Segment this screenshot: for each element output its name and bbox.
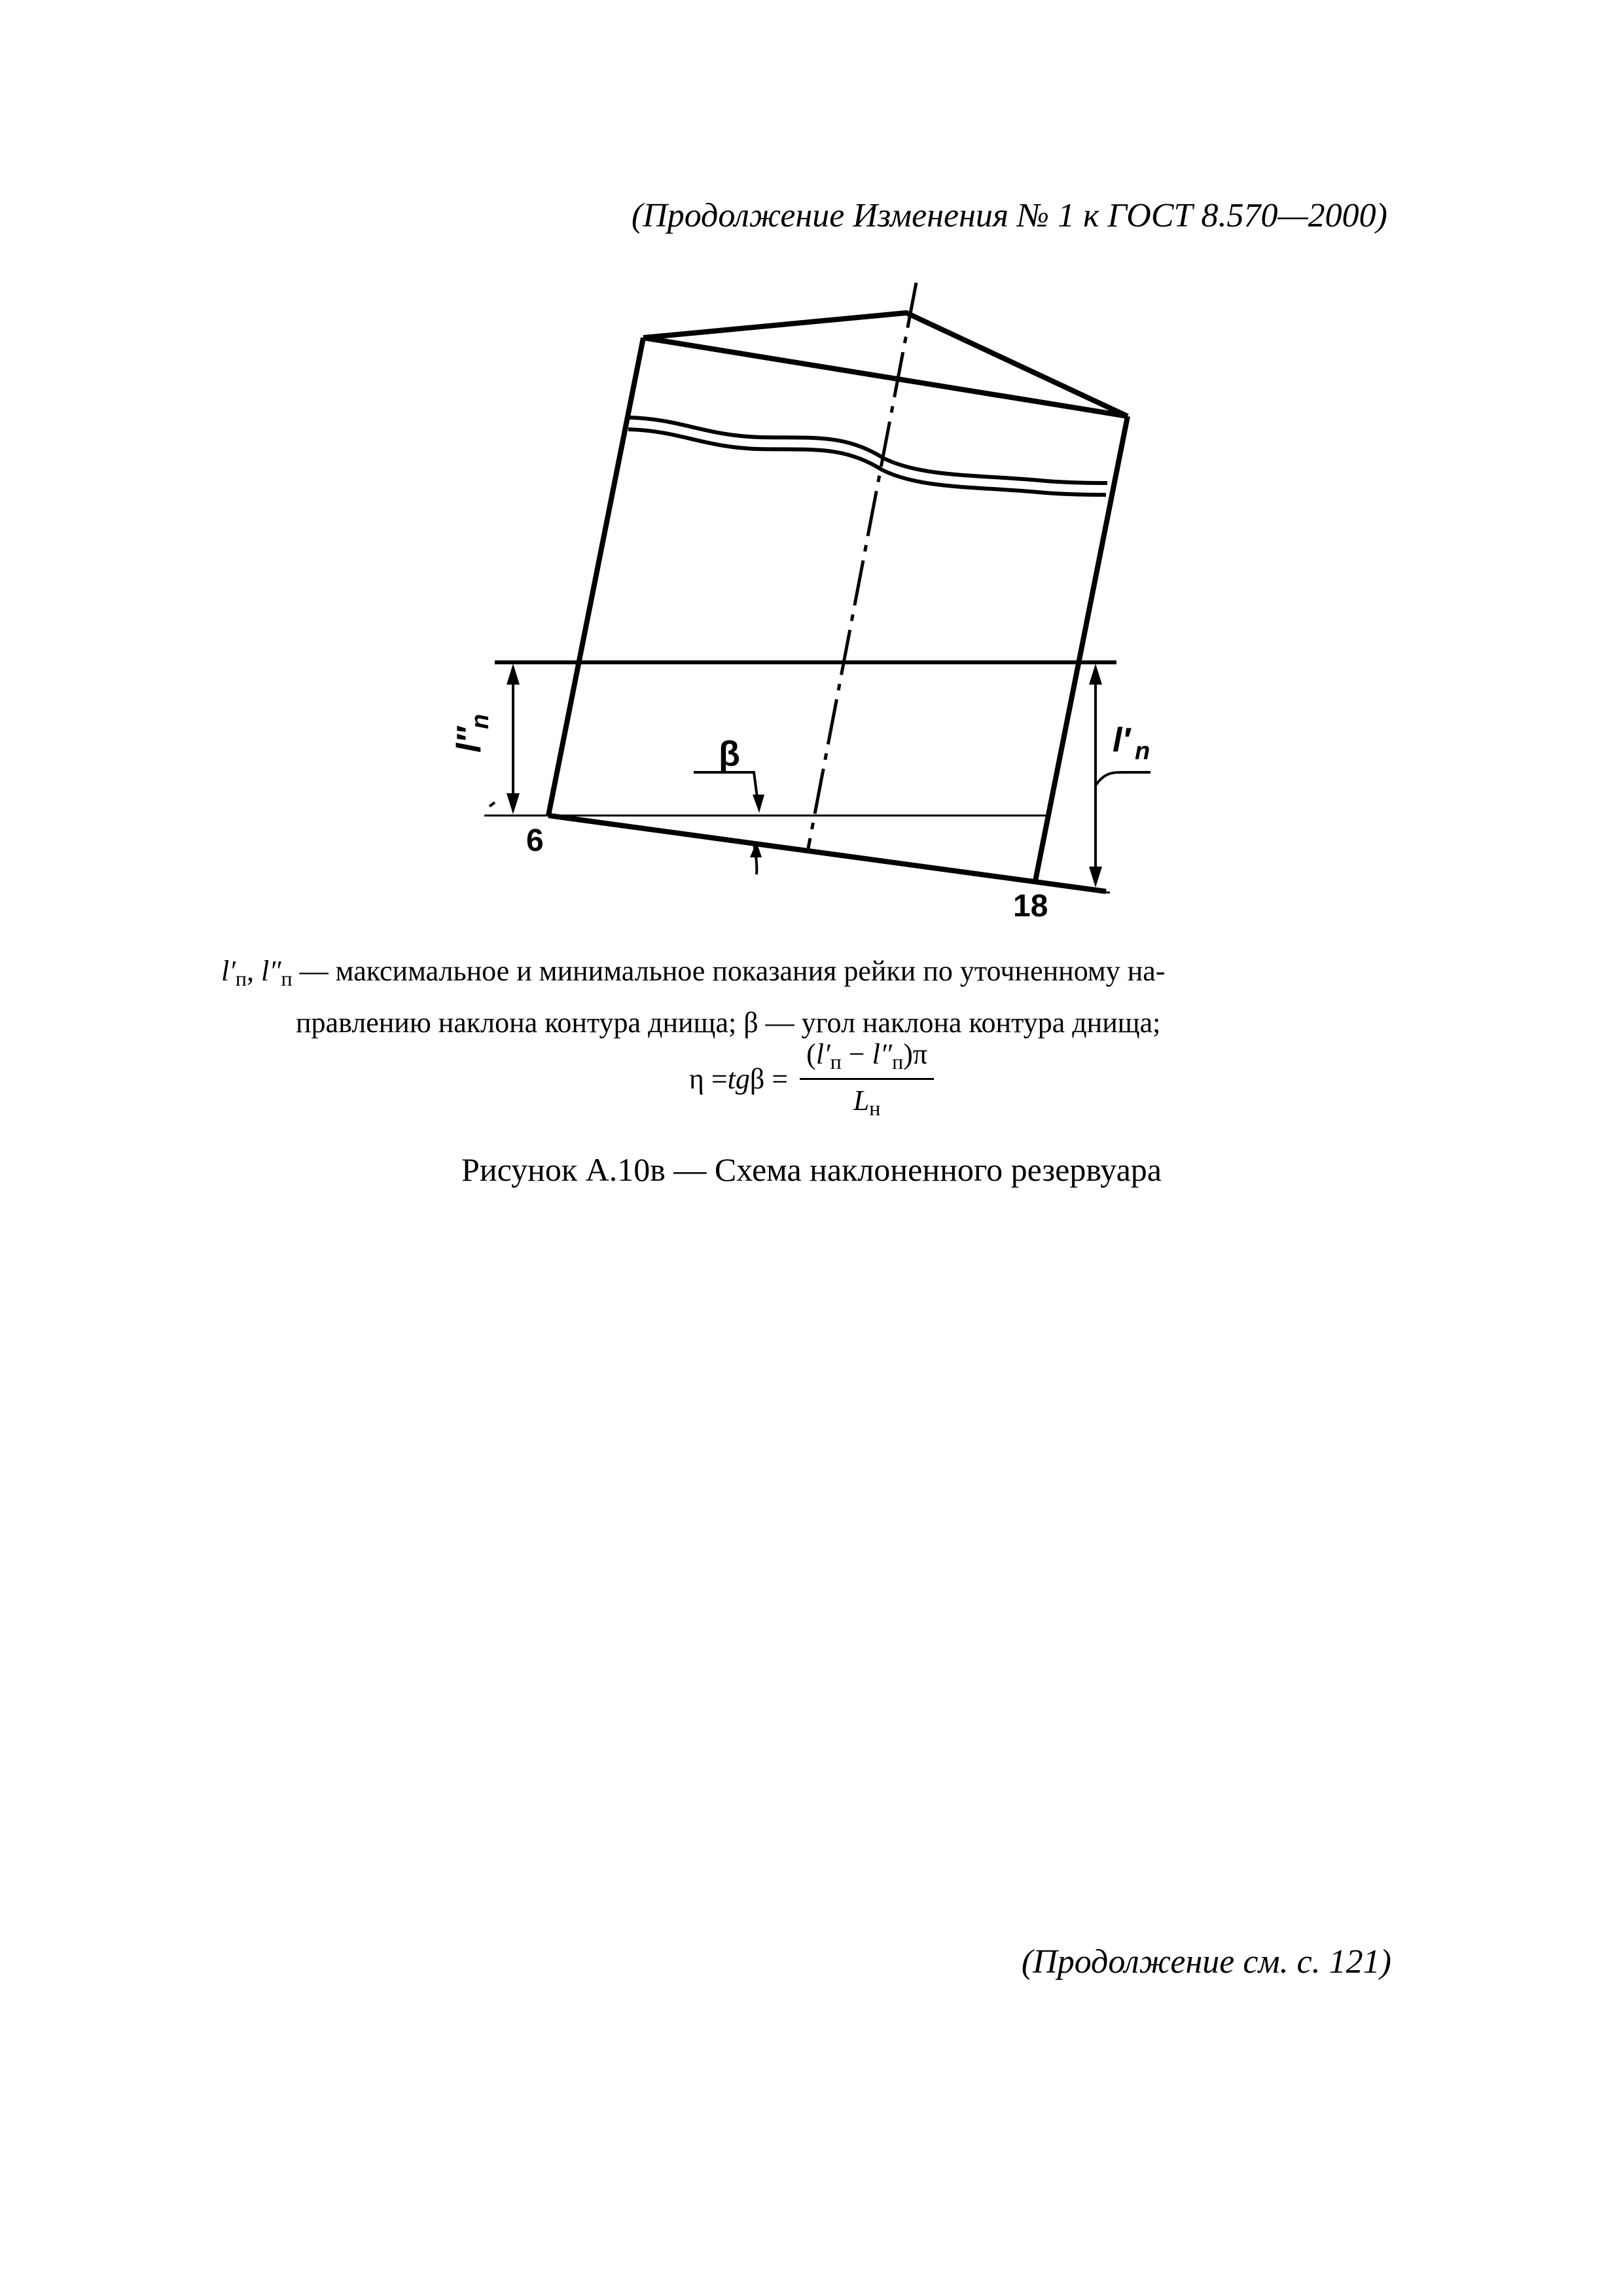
page-header: (Продолжение Изменения № 1 к ГОСТ 8.570—2000): [631, 197, 1387, 234]
figure-legend: [221, 949, 1402, 1045]
legend-line-2: правлению наклона контура днища; β — угол наклона контура днища;: [296, 1007, 1161, 1039]
leader-l-prime: [1096, 772, 1150, 785]
tank-bottom: [548, 816, 1106, 891]
point-18-label: 18: [1013, 889, 1048, 924]
point-6-label: 6: [526, 823, 544, 858]
tank-right-wall: [1035, 416, 1128, 881]
dim-left-arrow-top: [507, 664, 520, 685]
l-prime-label: l′: [1113, 721, 1130, 759]
dim-left-arrow-bottom: [507, 793, 520, 814]
l-prime-sub: n: [1135, 738, 1150, 765]
figure-caption: Рисунок А.10в — Схема наклоненного резервуара: [461, 1151, 1162, 1188]
tank-left-wall: [548, 338, 643, 816]
tank-roof: [643, 313, 1128, 416]
formula-beta-eq: β =: [749, 1063, 789, 1095]
legend-line-1: $l'_п$, $l''_п$ — максимальное и минимальное показания рейки по уточненному на-: [221, 955, 1166, 990]
l-double-prime-label: l″: [450, 726, 488, 753]
dim-right-arrow-bottom: [1089, 867, 1102, 888]
dim-left-tick: [490, 802, 495, 806]
formula-fraction: [800, 1037, 934, 1121]
tank-top-edge: [643, 338, 1128, 416]
beta-label: β: [719, 734, 740, 774]
page-footer: (Продолжение см. с. 121): [1021, 1943, 1391, 1981]
tank-diagram: [0, 0, 1623, 942]
beta-arrow: [753, 795, 764, 813]
beta-leader: [694, 772, 758, 802]
tilt-formula: [0, 1037, 1623, 1121]
formula-denominator: $L_н$: [853, 1085, 881, 1120]
formula-tg: tg: [727, 1063, 750, 1095]
break-line-upper: [630, 418, 1107, 483]
break-line-lower: [628, 429, 1106, 495]
dim-right-arrow-top: [1089, 664, 1102, 685]
formula-lhs: η =: [688, 1063, 728, 1095]
formula-numerator: $(l'_п - l''_п)\pi$: [800, 1037, 934, 1080]
l-double-prime-sub: n: [467, 713, 494, 729]
